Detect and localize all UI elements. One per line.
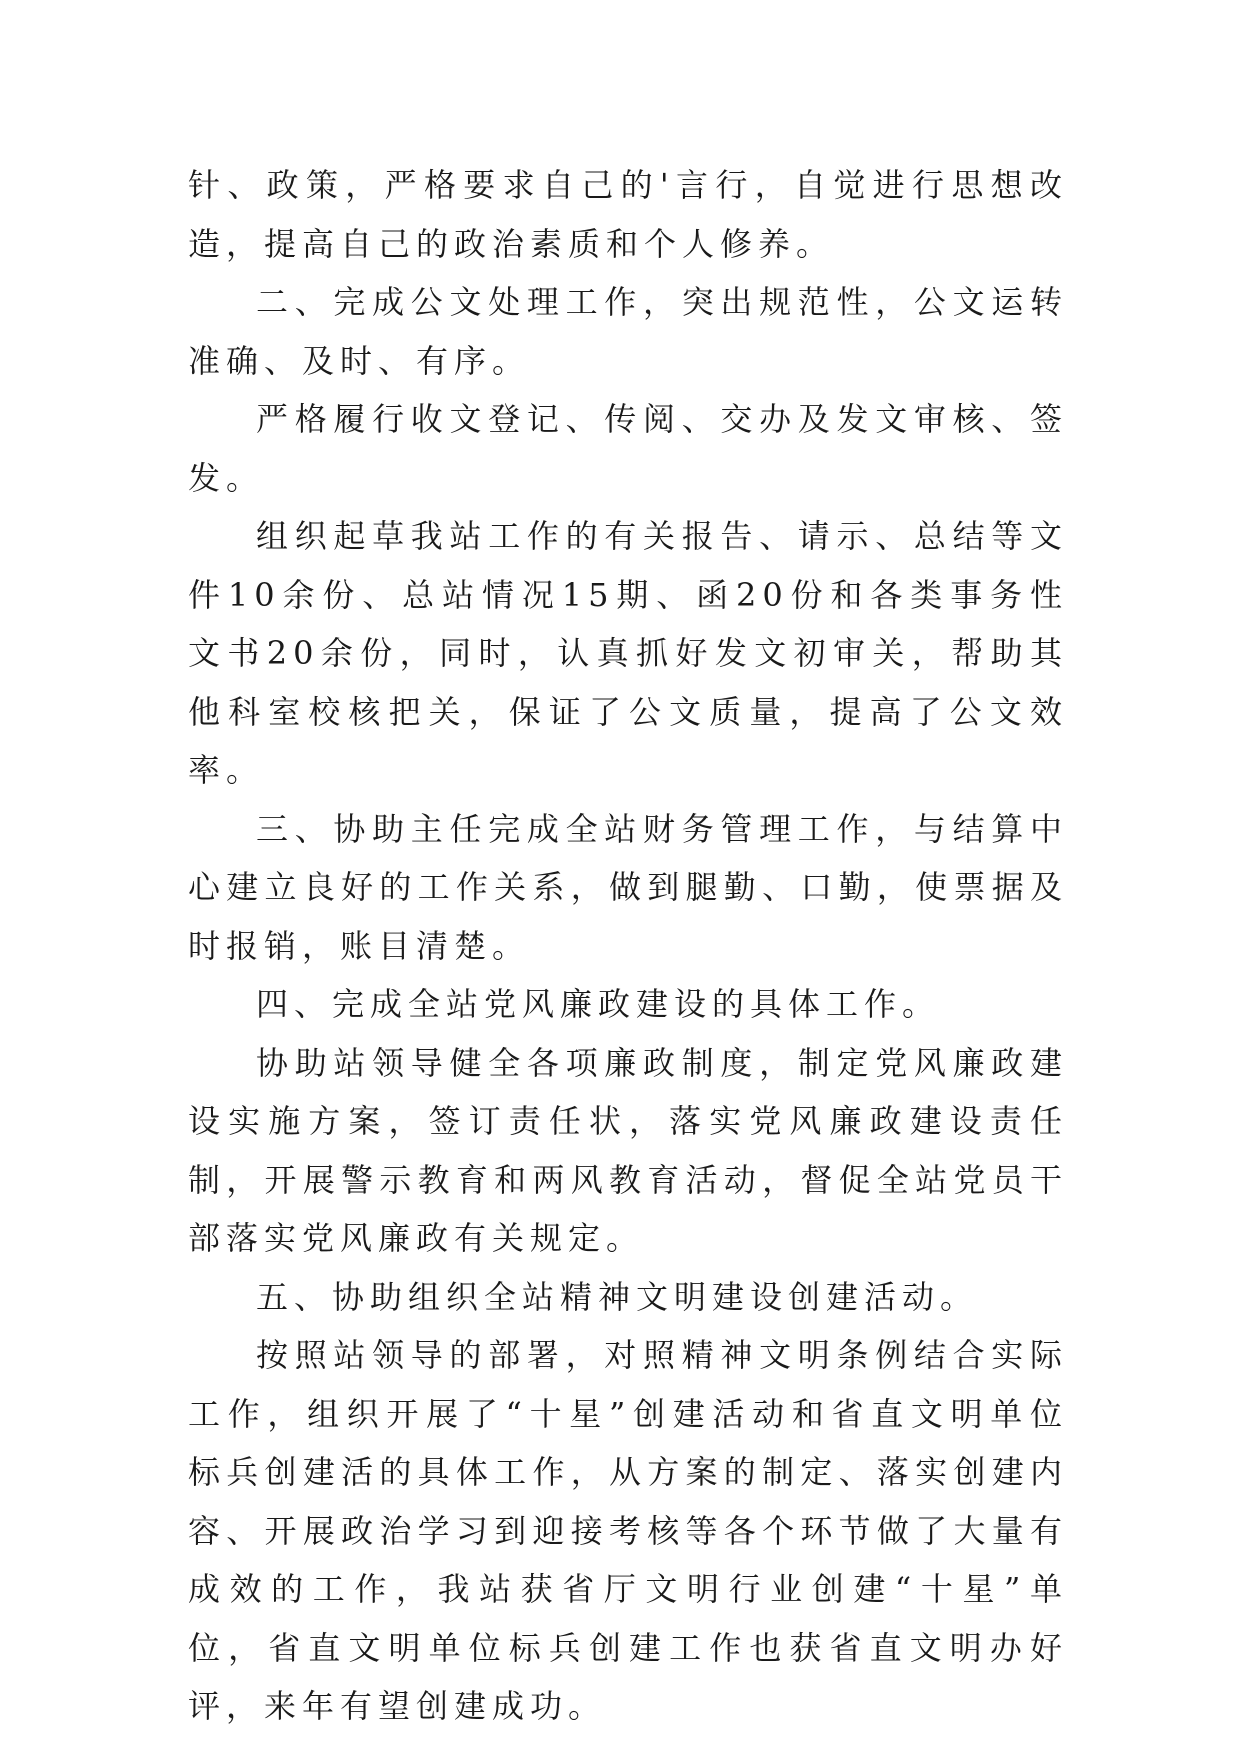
paragraph: 协助站领导健全各项廉政制度，制定党风廉政建设实施方案，签订责任状，落实党风廉政建设责任制，开展警示教育和两风教育活动，督促全站党员干部落实党风廉政有关规定。 (188, 1043, 1068, 1257)
section-heading-3: 三、协助主任完成全站财务管理工作，与结算中心建立良好的工作关系，做到腿勤、口勤，使票据及时报销，账目清楚。 (188, 809, 1068, 965)
paragraph-continuation: 针、政策，严格要求自己的'言行，自觉进行思想改造，提高自己的政治素质和个人修养。 (188, 166, 1068, 263)
paragraph: 按照站领导的部署，对照精神文明条例结合实际工作，组织开展了“十星”创建活动和省直文明单位标兵创建活的具体工作，从方案的制定、落实创建内容、开展政治学习到迎接考核等各个环节做了大量有成效的工作，我站获省厅文明行业创建“十星”单位，省直文明单位标兵创建工作也获省直文明办好评，来年有望创建成功。 (188, 1336, 1068, 1725)
paragraph: 组织起草我站工作的有关报告、请示、总结等文件10余份、总站情况15期、函20份和各类事务性文书20余份，同时，认真抓好发文初审关，帮助其他科室校核把关，保证了公文质量，提高了公文效率。 (188, 517, 1068, 789)
section-heading-2: 二、完成公文处理工作，突出规范性，公文运转准确、及时、有序。 (188, 283, 1068, 380)
section-heading-4: 四、完成全站党风廉政建设的具体工作。 (256, 985, 941, 1023)
paragraph: 严格履行收文登记、传阅、交办及发文审核、签发。 (188, 400, 1068, 497)
section-heading-5: 五、协助组织全站精神文明建设创建活动。 (256, 1277, 979, 1316)
document-body (188, 156, 1068, 1736)
